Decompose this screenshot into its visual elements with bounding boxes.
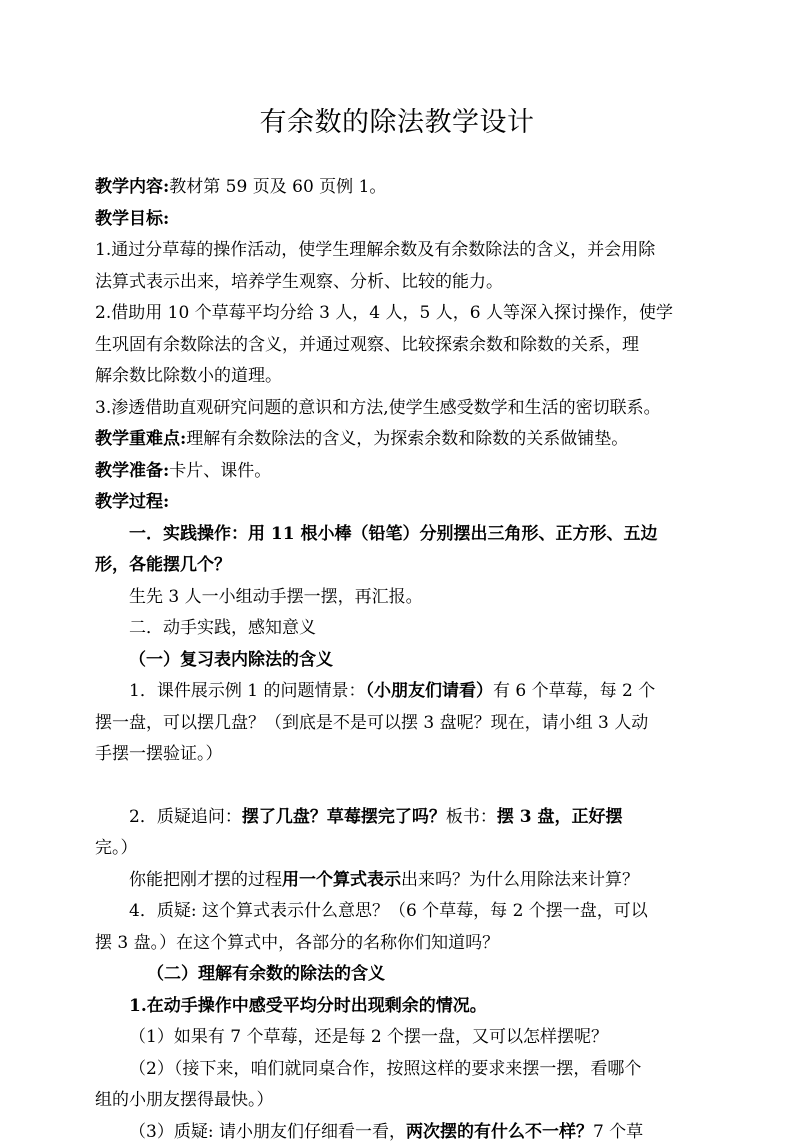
item-1-line-1: [95, 676, 715, 708]
key-label: 教学重难点:: [95, 429, 186, 449]
prep-label: 教学准备:: [95, 461, 169, 481]
item-2-part-c: 板书：: [446, 807, 497, 827]
goal-1-line-1: 1.通过分草莓的操作活动，使学生理解余数及有余数除法的含义，并会用除: [95, 235, 715, 267]
question-3-part-b: 两次摆的有什么不一样？: [406, 1122, 593, 1142]
prep-text: 卡片、课件。: [169, 461, 271, 481]
item-3-part-b: 用一个算式表示: [282, 870, 401, 890]
item-4-line-1: 4．质疑: 这个算式表示什么意思？（6 个草莓，每 2 个摆一盘，可以: [95, 896, 715, 928]
item-1-part-a: 1．课件展示例 1 的问题情景：: [129, 681, 365, 701]
item-3-line: [95, 865, 715, 897]
subsection-2-heading: （二）理解有余数的除法的含义: [95, 959, 715, 991]
section-1-line-1: 一．实践操作：用 11 根小棒（铅笔）分别摆出三角形、正方形、五边: [95, 519, 715, 551]
item-3-part-a: 你能把刚才摆的过程: [129, 870, 282, 890]
question-2-line-1: （2）（接下来，咱们就同桌合作，按照这样的要求来摆一摆，看哪个: [95, 1054, 715, 1086]
section-1-line-2: 形，各能摆几个？: [95, 550, 715, 582]
key-text: 理解有余数除法的含义，为探索余数和除数的关系做铺垫。: [186, 429, 628, 449]
content-label: 教学内容:: [95, 177, 169, 197]
item-1-line-3: 手摆一摆验证。）: [95, 739, 715, 771]
section-2-heading: 二．动手实践，感知意义: [95, 613, 715, 645]
blank-line: [95, 771, 715, 802]
question-1: （1）如果有 7 个草莓，还是每 2 个摆一盘，又可以怎样摆呢？: [95, 1022, 715, 1054]
item-1-part-b: （小朋友们请看）: [365, 681, 493, 701]
item-4-line-2: 摆 3 盘。）在这个算式中，各部分的名称你们知道吗？: [95, 928, 715, 960]
prep-line: [95, 456, 715, 488]
process-label: 教学过程:: [95, 487, 715, 519]
subsection-2-point-1: 1.在动手操作中感受平均分时出现剩余的情况。: [95, 991, 715, 1023]
item-1-line-2: 摆一盘，可以摆几盘？（到底是不是可以摆 3 盘呢？现在，请小组 3 人动: [95, 708, 715, 740]
key-line: [95, 424, 715, 456]
goals-label: 教学目标:: [95, 204, 715, 236]
subsection-1-heading: （一）复习表内除法的含义: [95, 645, 715, 677]
question-3-part-a: （3）质疑: 请小朋友们仔细看一看，: [129, 1122, 406, 1142]
item-2-line-2: 完。）: [95, 833, 715, 865]
goal-2-line-2: 生巩固有余数除法的含义，并通过观察、比较探索余数和除数的关系，理: [95, 330, 715, 362]
goal-3: 3.渗透借助直观研究问题的意识和方法,使学生感受数学和生活的密切联系。: [95, 393, 715, 425]
question-2-line-2: 组的小朋友摆得最快。）: [95, 1085, 715, 1117]
question-3-line: [95, 1117, 715, 1148]
item-2-line-1: [95, 802, 715, 834]
content-line: [95, 172, 715, 204]
question-3-part-c: 7 个草: [593, 1122, 643, 1142]
item-2-part-d: 摆 3 盘，正好摆: [497, 807, 623, 827]
item-3-part-c: 出来吗？为什么用除法来计算？: [401, 870, 639, 890]
goal-2-line-3: 解余数比除数小的道理。: [95, 361, 715, 393]
goal-1-line-2: 法算式表示出来，培养学生观察、分析、比较的能力。: [95, 267, 715, 299]
content-text: 教材第 59 页及 60 页例 1。: [169, 177, 386, 197]
document-body: [95, 172, 715, 1148]
section-1-line-3: 生先 3 人一小组动手摆一摆，再汇报。: [95, 582, 715, 614]
document-title: 有余数的除法教学设计: [0, 100, 794, 139]
item-2-part-a: 2．质疑追问：: [129, 807, 242, 827]
goal-2-line-1: 2.借助用 10 个草莓平均分给 3 人，4 人，5 人，6 人等深入探讨操作，使学: [95, 298, 715, 330]
item-1-part-c: 有 6 个草莓，每 2 个: [493, 681, 655, 701]
item-2-part-b: 摆了几盘？草莓摆完了吗？: [242, 807, 446, 827]
